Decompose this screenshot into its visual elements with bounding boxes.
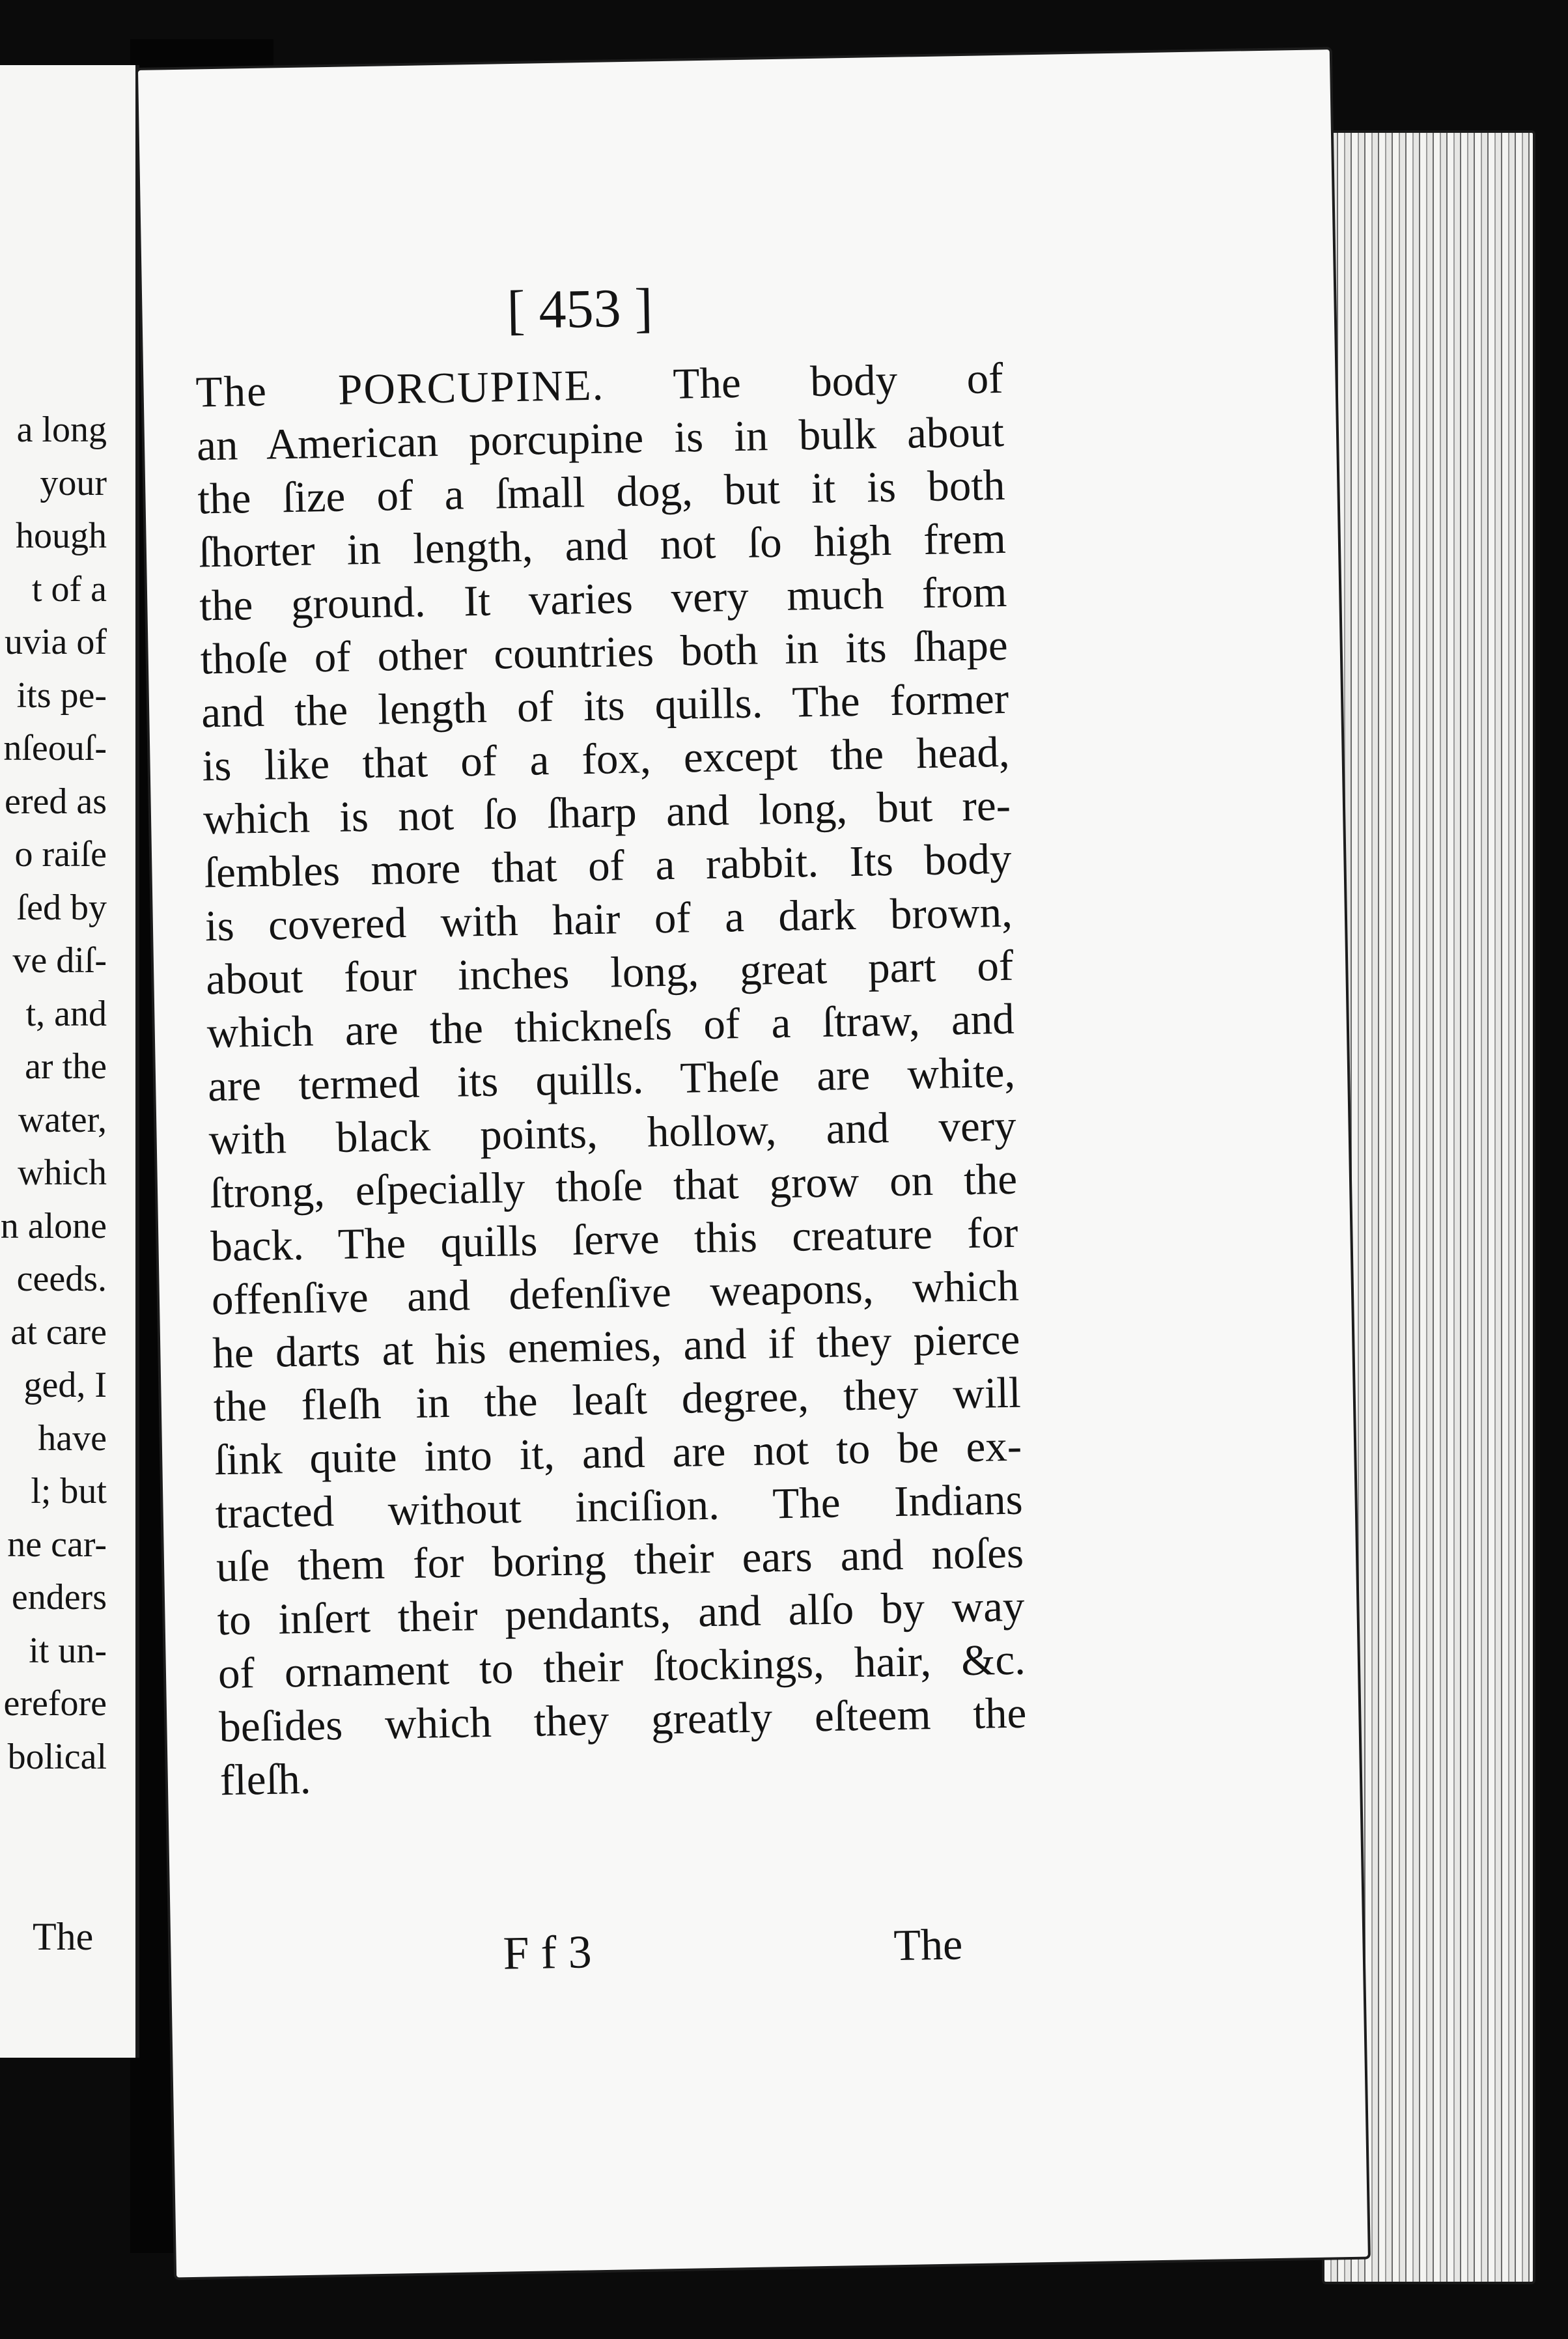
left-line: have	[38, 1418, 107, 1459]
left-page	[0, 65, 139, 2058]
text-line: thoſe of other countries both in its ſhape	[200, 621, 1009, 684]
body-text	[195, 352, 1028, 1807]
text-line: is covered with hair of a dark brown,	[204, 888, 1013, 951]
text-line: offenſive and defenſive weapons, which	[211, 1261, 1020, 1324]
text-line: are termed its quills. Theſe are white,	[207, 1048, 1016, 1111]
text-line: ſembles more that of a rabbit. Its body	[203, 834, 1012, 897]
left-line: ceeds.	[16, 1259, 107, 1299]
left-catchword: The	[33, 1915, 94, 1958]
left-line: your	[40, 462, 107, 503]
text-line: fleſh.	[219, 1754, 312, 1805]
left-line: t, and	[25, 993, 107, 1034]
left-line: bolical	[7, 1736, 107, 1777]
text-line: to inſert their pendants, and alſo by way	[216, 1582, 1026, 1645]
text-line: ſhorter in length, and not ſo high frem	[198, 514, 1007, 577]
text-line: beſides which they greatly eſteem the	[218, 1688, 1027, 1752]
signature-mark: F f 3	[502, 1926, 593, 1980]
left-line: t of a	[31, 568, 107, 609]
main-page	[138, 49, 1368, 2277]
left-page-text	[1, 404, 107, 1784]
text-line: tracted without inciſion. The Indians	[215, 1475, 1024, 1538]
text-line: is like that of a fox, except the head,	[202, 727, 1011, 791]
left-line: o raiſe	[14, 834, 107, 875]
text-line: an American porcupine is in bulk about	[196, 407, 1005, 470]
left-line: ne car-	[7, 1524, 107, 1565]
text-line: which are the thickneſs of a ſtraw, and	[206, 994, 1015, 1057]
text-line: which is not ſo ſharp and long, but re-	[203, 781, 1011, 844]
first-line-rest: The body of	[672, 354, 1004, 408]
text-line: about four inches long, great part of	[205, 941, 1014, 1004]
text-line: back. The quills ſerve this creature for	[210, 1208, 1018, 1271]
left-line: ve diſ-	[12, 940, 107, 981]
page-header: [ 453 ]	[506, 277, 654, 341]
section-title: The PORCUPINE.	[195, 361, 605, 417]
left-line: enders	[11, 1577, 107, 1618]
left-line: erefore	[3, 1683, 107, 1724]
left-line: nſeouſ-	[3, 728, 107, 768]
text-line: and the length of its quills. The former	[201, 674, 1009, 737]
text-line: ſink quite into it, and are not to be ex-	[214, 1422, 1022, 1485]
left-line: l; but	[31, 1471, 107, 1511]
text-line: of ornament to their ſtockings, hair, &c.	[217, 1635, 1026, 1698]
left-line: water,	[18, 1099, 107, 1140]
left-line: ered as	[4, 781, 107, 822]
left-line: ged, I	[23, 1365, 107, 1405]
left-line: uvia of	[4, 622, 107, 662]
text-line: the ground. It varies very much from	[199, 567, 1007, 630]
left-line: which	[18, 1153, 107, 1193]
left-line: hough	[16, 516, 107, 556]
left-line: a long	[16, 410, 107, 450]
left-line: ar the	[25, 1046, 107, 1087]
text-line: he darts at his enemies, and if they pierce	[212, 1315, 1020, 1378]
left-line: n alone	[0, 1205, 107, 1246]
left-line: it un-	[29, 1630, 107, 1671]
text-line: uſe them for boring their ears and noſes	[216, 1528, 1024, 1591]
text-line: with black points, hollow, and very	[208, 1101, 1017, 1164]
left-line: ſed by	[16, 887, 107, 928]
left-line: at care	[10, 1311, 107, 1352]
text-line: the fleſh in the leaſt degree, they will	[213, 1368, 1022, 1431]
left-line: its pe-	[16, 675, 107, 716]
catchword: The	[893, 1919, 963, 1970]
text-line: ſtrong, eſpecially thoſe that grow on the	[209, 1155, 1018, 1218]
text-line: the ſize of a ſmall dog, but it is both	[197, 460, 1005, 524]
